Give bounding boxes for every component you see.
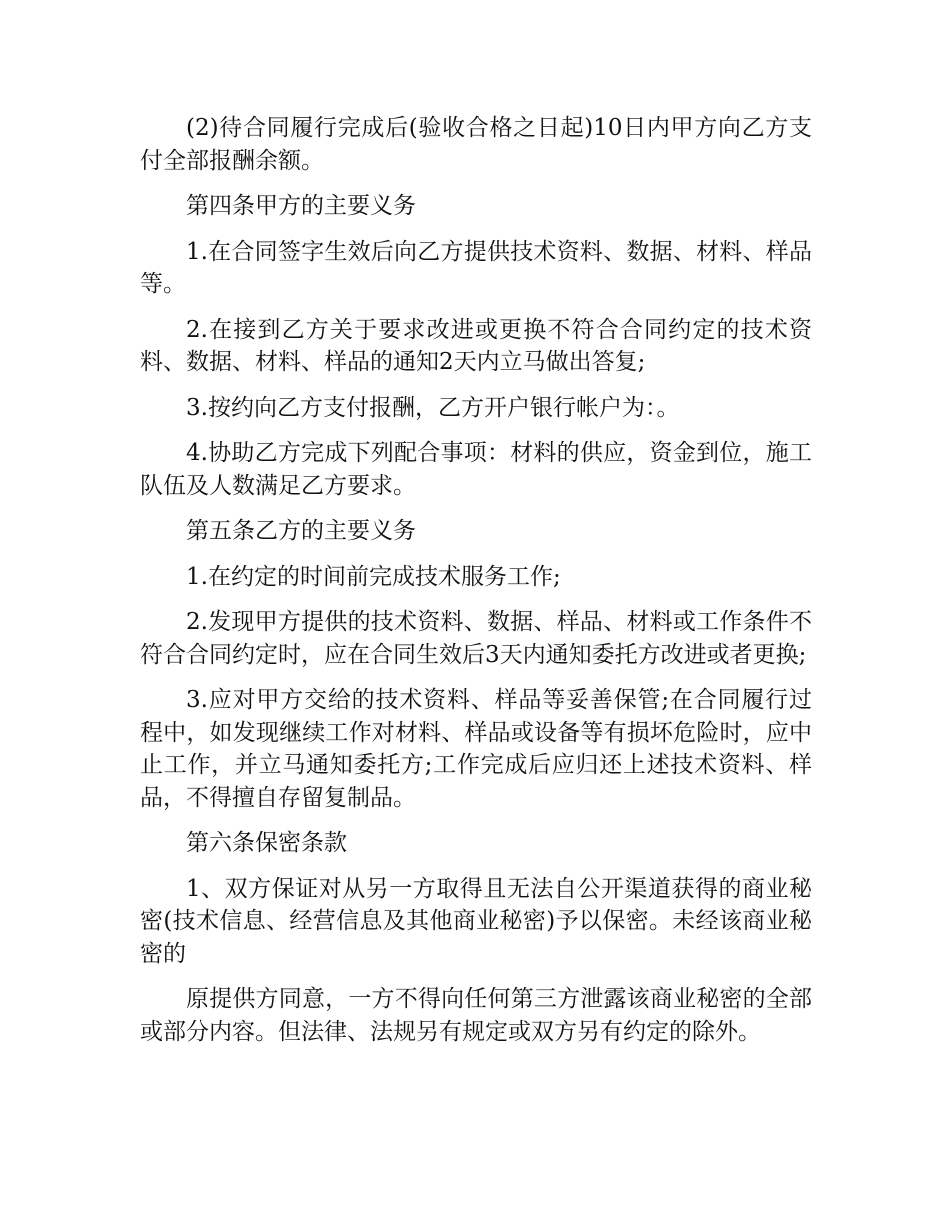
paragraph-article-4-item-2: 2.在接到乙方关于要求改进或更换不符合合同约定的技术资料、数据、材料、样品的通知2天内立马做出答复; [140, 316, 812, 375]
heading-article-5: 第五条乙方的主要义务 [186, 518, 416, 544]
paragraph-article-6-continuation: 原提供方同意，一方不得向任何第三方泄露该商业秘密的全部或部分内容。但法律、法规另有规定或双方另有约定的除外。 [140, 986, 812, 1045]
paragraph-article-4-item-3: 3.按约向乙方支付报酬，乙方开户银行帐户为：。 [186, 394, 680, 421]
heading-article-6: 第六条保密条款 [186, 830, 347, 856]
paragraph-article-4-item-4: 4.协助乙方完成下列配合事项：材料的供应，资金到位，施工队伍及人数满足乙方要求。 [140, 440, 812, 499]
paragraph-article-6-item-1: 1、双方保证对从另一方取得且无法自公开渠道获得的商业秘密(技术信息、经营信息及其他商业秘密)予以保密。未经该商业秘密的 [140, 875, 812, 967]
heading-article-4: 第四条甲方的主要义务 [186, 193, 416, 219]
paragraph-article-5-item-2: 2.发现甲方提供的技术资料、数据、样品、材料或工作条件不符合合同约定时，应在合同生效后3天内通知委托方改进或者更换; [140, 609, 812, 668]
paragraph-article-5-item-3: 3.应对甲方交给的技术资料、样品等妥善保管;在合同履行过程中，如发现继续工作对材料、样品或设备等有损坏危险时，应中止工作，并立马通知委托方;工作完成后应归还上述技术资料、样品，不得擅自存留复制品。 [140, 687, 812, 811]
document-body [140, 112, 812, 1061]
paragraph-article-4-item-1: 1.在合同签字生效后向乙方提供技术资料、数据、材料、样品等。 [140, 238, 812, 297]
paragraph-payment-balance: (2)待合同履行完成后(验收合格之日起)10日内甲方向乙方支付全部报酬余额。 [140, 115, 812, 174]
paragraph-article-5-item-1: 1.在约定的时间前完成技术服务工作; [186, 563, 561, 590]
